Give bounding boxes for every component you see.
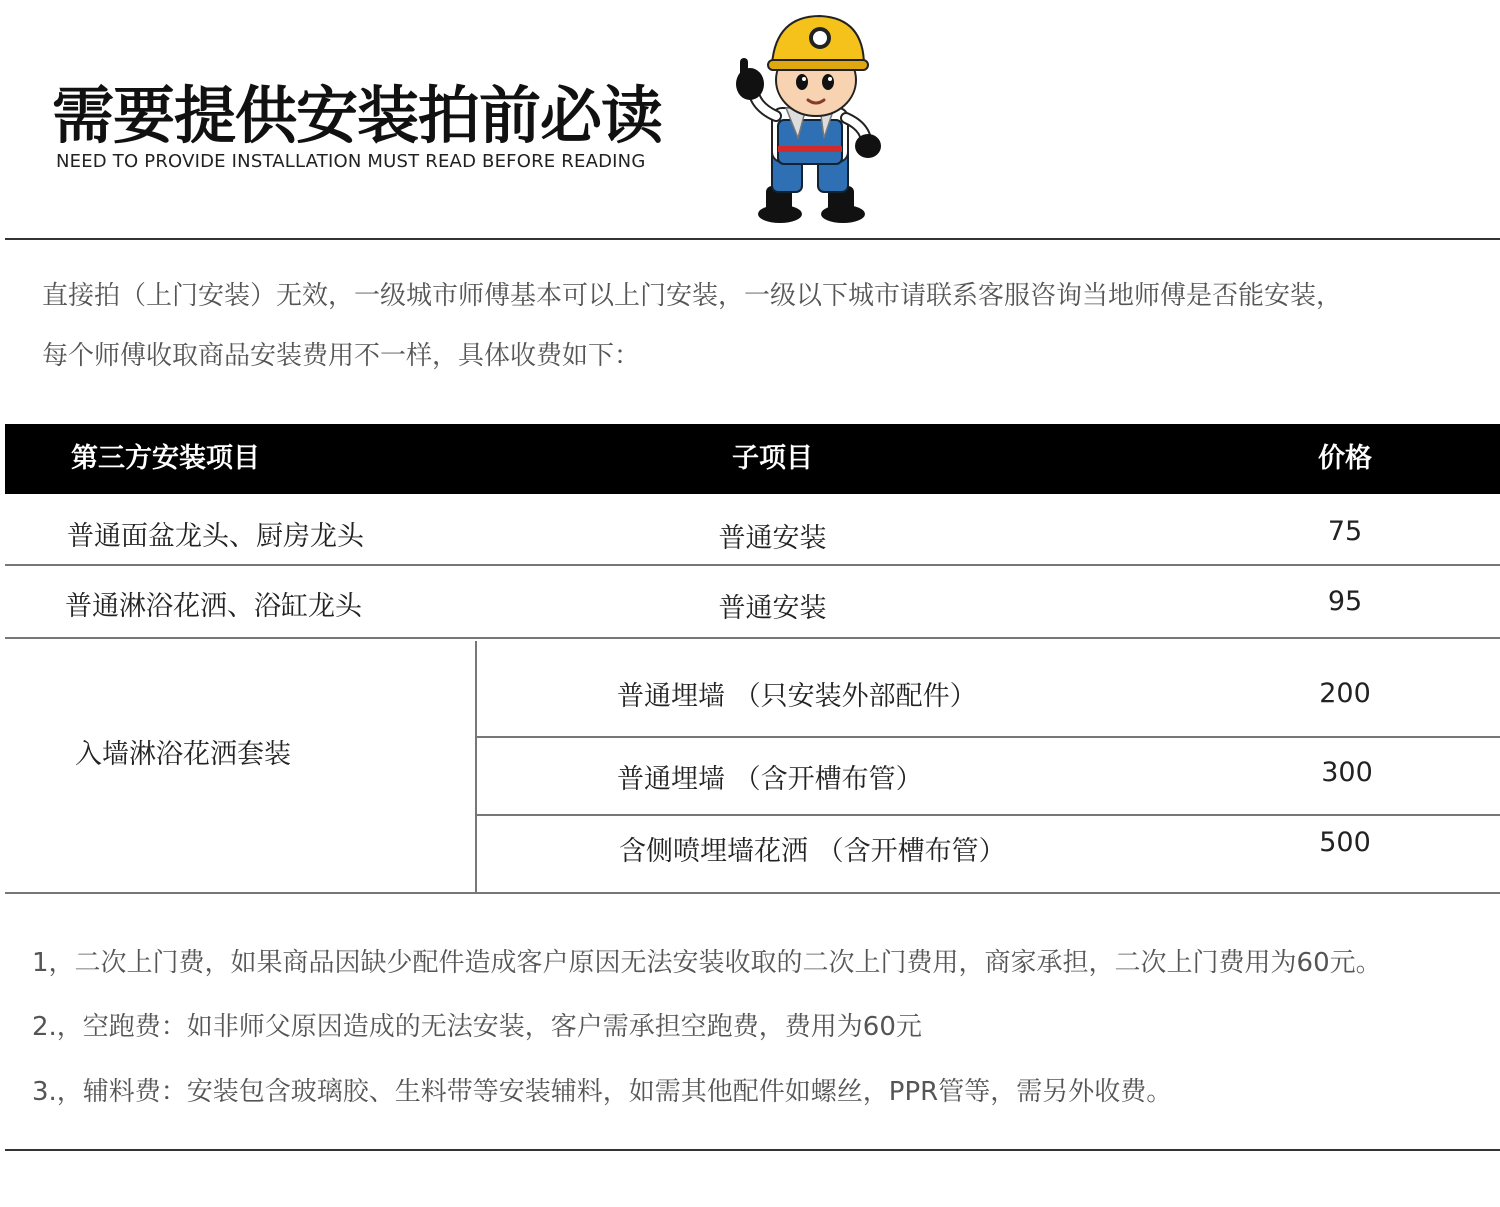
intro-text	[42, 266, 1462, 386]
row-divider	[5, 564, 1500, 566]
row-2-sub: 普通安装	[718, 593, 827, 624]
group-item: 入墙淋浴花洒套装	[75, 739, 291, 770]
group-sub-3: 含侧喷埋墙花洒 （含开槽布管）	[619, 836, 1006, 867]
row-1-item: 普通面盆龙头、厨房龙头	[67, 521, 364, 552]
row-2-item: 普通淋浴花洒、浴缸龙头	[65, 591, 362, 622]
worker-mascot-icon	[728, 8, 888, 228]
top-divider	[5, 238, 1500, 240]
note-2: 2.，空跑费：如非师父原因造成的无法安装，客户需承担空跑费，费用为60元	[32, 1012, 922, 1042]
row-1-sub: 普通安装	[718, 523, 827, 554]
intro-line-1: 直接拍（上门安装）无效，一级城市师傅基本可以上门安装，一级以下城市请联系客服咨询当地师傅是否能安装，	[42, 281, 1343, 311]
note-1: 1，二次上门费，如果商品因缺少配件造成客户原因无法安装收取的二次上门费用，商家承担，二次上门费用为60元。	[32, 948, 1382, 978]
row-divider	[475, 736, 1500, 738]
group-divider	[475, 641, 477, 894]
table-bottom-border	[5, 892, 1500, 894]
group-price-3: 500	[1319, 827, 1371, 858]
column-header-price: 价格	[1318, 443, 1372, 474]
group-price-1: 200	[1319, 678, 1371, 709]
column-header-sub: 子项目	[732, 443, 813, 474]
row-1-price: 75	[1327, 516, 1363, 547]
group-sub-2: 普通埋墙 （含开槽布管）	[617, 764, 923, 795]
bottom-divider	[5, 1149, 1500, 1151]
group-price-2: 300	[1321, 757, 1373, 788]
page-header	[0, 0, 1500, 238]
table-header-row	[5, 424, 1500, 494]
row-2-price: 95	[1327, 586, 1363, 617]
page-subtitle: NEED TO PROVIDE INSTALLATION MUST READ BEFORE READING	[56, 151, 646, 172]
column-header-item: 第三方安装项目	[71, 443, 260, 474]
note-3: 3.，辅料费：安装包含玻璃胶、生料带等安装辅料，如需其他配件如螺丝，PPR管等，需另外收费。	[32, 1077, 1173, 1107]
group-sub-1: 普通埋墙 （只安装外部配件）	[617, 681, 977, 712]
row-divider	[5, 637, 1500, 639]
page-title: 需要提供安装拍前必读	[52, 79, 663, 152]
row-divider	[475, 814, 1500, 816]
intro-line-2: 每个师傅收取商品安装费用不一样，具体收费如下：	[42, 341, 641, 371]
